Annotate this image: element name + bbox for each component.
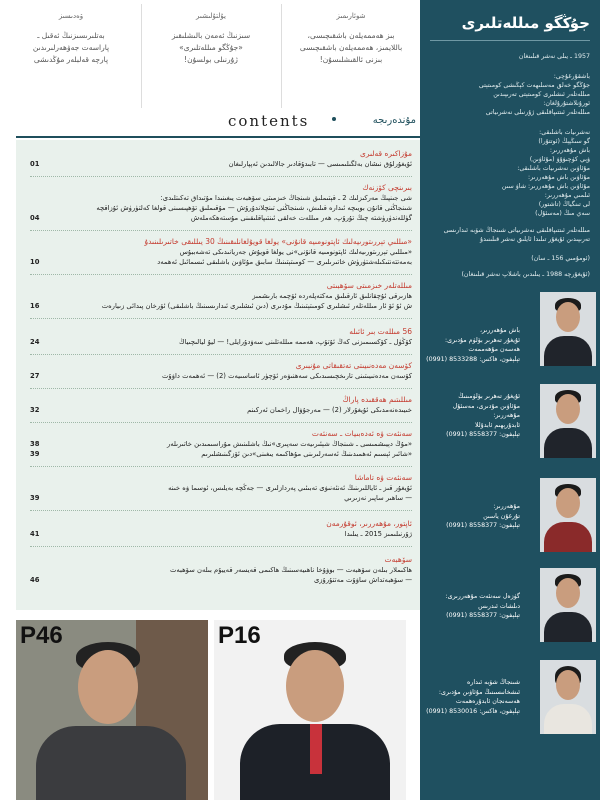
bullet-dot — [332, 117, 336, 121]
toc-entry-title: بەمەتتەنتىكىلەشتۈرۈش خاتىرىلىرى — كومىتېتىنىڭ سابىق مۇئاۋىن باشلىقى ئىسمائىل ئەھمەد — [157, 258, 412, 266]
toc-page-number: 10 — [30, 258, 40, 266]
info-line: نەشرىيات باشلىقى: — [539, 129, 590, 136]
staff-entry — [420, 384, 600, 484]
toc-entry-title: گۈللەندۈرۈشتە چىڭ تۇرۇپ، ھەر مىللەت خەلقى ئىنتىپاقلىقىنى مۇستەھكەملەش — [190, 214, 412, 222]
heading-rule — [16, 136, 420, 138]
staff-line: ئىشخانىسىنىڭ مۇئاۋىن مۇدىرى: — [438, 688, 520, 696]
staff-line: تۇرغۇن ياسىن — [483, 512, 520, 520]
toc-page-number: 39 — [30, 494, 40, 502]
toc-section — [30, 182, 412, 223]
toc-entry[interactable] — [30, 529, 412, 539]
toc-category: مىللىتىم ھەققىدە پاراڭ — [342, 395, 412, 404]
staff-text — [426, 678, 520, 716]
toc-entry-title: — سۆھبەتداش ساۋۇت مەتتۇرۇزى — [313, 576, 412, 584]
toc-separator — [30, 466, 412, 467]
toc-separator — [30, 510, 412, 511]
toc-separator — [30, 388, 412, 389]
toc-section — [30, 394, 412, 415]
info-line: مۇئاۋىن نەشرىيات باشلىقى: — [517, 165, 590, 172]
toc-entry[interactable] — [30, 483, 412, 493]
info-line: ۋېي كۈچىۋۇۋ (مۇئاۋىن) — [529, 156, 590, 163]
toc-separator — [30, 546, 412, 547]
photo-p46 — [16, 620, 208, 800]
toc-category: بىرىنچى كۆزنەك — [362, 183, 412, 192]
contents-heading — [150, 112, 420, 134]
toc-entry[interactable] — [30, 337, 412, 347]
staff-entry — [420, 568, 600, 668]
slogan-line: باللايمىز، ھەممەيلەن باشقىچىسى — [299, 43, 403, 52]
toc-entry-title: ژۇرنىلىمىز 2015 ـ يىلىدا — [344, 530, 412, 538]
slogan-line: بىزنى ئالقىشلىسۇن! — [319, 55, 383, 64]
person-head — [78, 650, 138, 724]
info-line: سەي مىڭ (مەسئۇل) — [535, 210, 590, 217]
toc-separator — [30, 318, 412, 319]
toc-entry[interactable] — [30, 257, 412, 267]
slogan-line: ژۇرنىلى بولسۇن! — [184, 55, 238, 64]
info-line: گو سىڭپېڭ (ئوتتۇرا) — [538, 138, 590, 145]
founded-line: 1957 ـ يىلى نەشر قىلىنغان — [518, 53, 590, 60]
staff-entry — [420, 478, 600, 578]
toc-entry[interactable] — [30, 575, 412, 585]
toc-entry[interactable] — [30, 449, 412, 459]
toc-entry[interactable] — [30, 301, 412, 311]
info-line: مىللەتلەر ئىشلىرى كومىتېتى تەرىپىدىن — [493, 91, 590, 98]
photo-p16 — [214, 620, 406, 800]
toc-category: 56 مىللەت بىر ئائىلە — [349, 327, 412, 336]
slogan-heading: ۋەدىسىز — [58, 12, 84, 20]
toc-entry-title: ش ئۇ ئۆ ئار مىللەتلەر ئىشلىرى كومىتېتىنىڭ مۇدىرى (دىن ئىشلىرى ئىدارىسىنىڭ باشلىقى) ئۆرخان پىدائى زىيارەت — [101, 302, 412, 310]
toc-separator — [30, 176, 412, 177]
toc-page-number: 27 — [30, 372, 40, 380]
staff-photo — [540, 660, 596, 734]
staff-line: ئۇيغۇر تەھرىر بۆلۈم مۇدىرى: — [444, 336, 520, 344]
toc-category: سۆھبەت — [384, 555, 412, 564]
toc-category: «مىللىي تېررىتورىيەلىك ئاپتونومىيە قانۇنى» يولغا قويۇلغانلىقىنىڭ 30 يىللىقى خاتىرىلىنىدۇ — [144, 237, 412, 246]
info-line: باشقۇرغۇچى: — [553, 73, 590, 80]
masthead-column — [420, 0, 600, 800]
toc-entry[interactable] — [30, 493, 412, 503]
staff-line: ھەسەنجان ئابدۇرەھمەت — [455, 698, 520, 705]
staff-line: دىلشات ئىدرىس — [478, 602, 520, 610]
table-of-contents — [16, 140, 420, 610]
staff-photo — [540, 384, 596, 458]
toc-section — [30, 554, 412, 585]
staff-role: شىنجاڭ شۆبە ئىدارە — [467, 679, 520, 686]
toc-separator — [30, 230, 412, 231]
toc-entry-title: «شائىر ئېسىم ئەھمىدىنىڭ ئەسەرلىرىنى مۇھاكىمە يىغىنى»دىن ئۆزگىنىشلىرىم — [201, 450, 412, 458]
info-line: لى تىنگياڭ (تاشتور) — [538, 201, 590, 208]
issue-line-2: (ئۇيغۇرچە 1988 ـ يىلىدىن باشلاپ نەشر قىلىنغان) — [461, 271, 590, 278]
staff-role: مۇھەررىر: — [493, 503, 520, 510]
editorial-block — [428, 128, 590, 218]
toc-page-number: 16 — [30, 302, 40, 310]
page-label: P46 — [20, 622, 63, 649]
issue-line: (ئومۇمىي 156 ـ سان) — [531, 255, 590, 262]
toc-entry[interactable] — [30, 439, 412, 449]
toc-entry-title: كۆسەن مەدەنىيىتىنى تارىخچىسىدىكى سەھنىۋەر ئۆچۈر ئاساسىيەت (2) — ئەھمەت داۋۇت — [162, 372, 412, 380]
person-body — [36, 726, 186, 800]
toc-page-number: 24 — [30, 338, 40, 346]
toc-entry[interactable] — [30, 159, 412, 169]
toc-entry-title: خىيىدەنەمدىكى ئۇيغۇرلار (2) — مەرجۇۋال راخمان ئەركىنم — [247, 406, 412, 414]
toc-entry-title: «مىللىي تېررىتورىيەلىك ئاپتونومىيە قانۇنى»نى يولغا قويۇش جەريانىدىكى تەشەببۇس — [179, 248, 412, 256]
toc-category: سەنئەت ۋە تاماشا — [354, 473, 412, 482]
toc-entry-title: ئۇيغۇرلۇق نىشان بەلگىلىمىسى — تابىدۇقادىر جالالىدىن ئەپپارلىغان — [228, 160, 412, 168]
toc-section — [30, 326, 412, 347]
staff-text — [426, 392, 520, 440]
toc-separator — [30, 274, 412, 275]
toc-category: ئاپتور، مۇھەررىر، ئوقۇرمەن — [326, 519, 412, 528]
staff-photo — [540, 478, 596, 552]
toc-page-number: 39 — [30, 450, 40, 458]
info-line: باش مۇھەررىر: — [549, 147, 590, 154]
toc-category: كۆسەن مەدەنىيىتى تەتقىقاتى مۇنبىرى — [295, 361, 412, 370]
toc-entry-title: ھازىرقى ئۇچقانلىق ئارقىلىق مەكتەپلەردە ئۆچمە بارىشمىز — [252, 292, 412, 300]
staff-photo — [540, 292, 596, 366]
toc-entry-title: كۆڭۈل ـ كۆكسىمىزنى كەڭ ئۇتۇپ، ھەممە مىللەتلىنى سەۋدۇرايلى! — ليۇ ليالىچىياڭ — [178, 338, 412, 346]
toc-entry-title: ھاكىملار بىلەن سۆھبەت — بوۋۇخا ناھىيەسىنىڭ ھاكىمى قەيسەر قەييۇم بىلەن سۆھبەت — [169, 566, 412, 574]
info-line: ئىلمىي مۇھەررىر: — [544, 192, 590, 199]
staff-text — [426, 502, 520, 531]
toc-entry-title: شىنجاڭنى قانۇن بويىچە ئىدارە قىلىش، شىنجاڭنى تىنچلاندۇرۇش — مۇقىملىق تۆھپىسىنى قولغا كەلتۈرۈش ئۇزاقچە — [96, 204, 412, 212]
staff-role: باش مۇھەررىر، — [479, 327, 520, 334]
toc-entry[interactable] — [30, 247, 412, 257]
page-label: P16 — [218, 622, 261, 649]
slogan-heading: يۇلتۇلىشىر — [196, 12, 226, 20]
toc-page-number: 41 — [30, 530, 40, 538]
toc-category: مىللەتلەر خىزمىتى سۆھبىتى — [326, 281, 412, 290]
slogan-column-1 — [2, 10, 140, 66]
person-tie — [310, 724, 322, 774]
toc-separator — [30, 354, 412, 355]
toc-page-number: 46 — [30, 576, 40, 584]
staff-role: ئۇيغۇر تەھرىر بۆلۈمىنىڭ — [458, 393, 520, 400]
staff-line: تېلېفون، فاكس: 8533288 (0991) — [426, 355, 520, 363]
staff-line: مۇھەررىر: — [493, 412, 520, 419]
slogan-line: بىز ھەممەيلەن باشقىچىسى، — [307, 31, 395, 40]
toc-section — [30, 518, 412, 539]
toc-section — [30, 280, 412, 311]
staff-line: ھەسەن مۇھەممەت — [468, 346, 520, 353]
toc-entry-title: شى جىنپىڭ مەركىزلىك 2 ـ قېتىملىق شىنجاڭ خىزمىتى سۆھبەت يىغىنىدا مۇتىداق تەكىتلىدى: — [160, 194, 412, 202]
info-line: جۇڭگو خەلق مەسلىھەت كېڭىشى كومىتېتى — [478, 82, 590, 89]
top-slogans — [0, 0, 420, 112]
slogan-heading: شوئارىمىز — [336, 12, 366, 20]
toc-entry[interactable] — [30, 193, 412, 203]
toc-page-number: 01 — [30, 160, 40, 168]
toc-page-number: 32 — [30, 406, 40, 414]
staff-photo — [540, 568, 596, 642]
toc-entry[interactable] — [30, 371, 412, 381]
info-line: مۇئاۋىن باش مۇھەررىر: شاۋ سىن — [501, 183, 590, 190]
toc-entry[interactable] — [30, 405, 412, 415]
toc-category: سەنئەت ۋە ئەدەبىيات ـ سەنئەت — [311, 429, 412, 438]
staff-line: ئابدۇرېھىم ئابدۇللا — [474, 421, 520, 429]
toc-entry[interactable] — [30, 565, 412, 575]
toc-separator — [30, 422, 412, 423]
contents-title-en: contents — [228, 112, 310, 130]
toc-entry[interactable] — [30, 213, 412, 223]
toc-entry-title: ئۇيغۇر قىز ـ ئاياللىرىنىڭ ئەنئەنىۋى تەبىئىي پەردازلىرى — جەڭچە بەيلىس، ئوسما ۋە خىنە — [168, 484, 412, 492]
toc-page-number: 38 — [30, 440, 40, 448]
staff-role: گۈزەل سەنئەت مۇھەررىرى: — [445, 593, 520, 600]
toc-category: مۇزاكىرە قەلىرى — [359, 149, 412, 158]
slogan-line: بەتلىرىسىزنىڭ ئەقىل ـ — [37, 31, 105, 40]
staff-line: تېلېفون: 8558377 (0991) — [446, 612, 520, 619]
staff-entry — [420, 660, 600, 760]
info-line: مۇئاۋىن باش مۇھەررىر: — [528, 174, 590, 181]
toc-section — [30, 428, 412, 459]
toc-section — [30, 472, 412, 503]
staff-line: مۇئاۋىن مۇدىرى، مەسئۇل — [452, 402, 520, 410]
staff-entry — [420, 292, 600, 392]
slogan-line: سىزنىڭ ئەمەن بالىشلىقىز — [171, 31, 251, 40]
magazine-title: جۇڭگو مىللەتلىرى — [461, 14, 590, 32]
toc-page-number: 04 — [30, 214, 40, 222]
toc-section — [30, 360, 412, 381]
staff-line: تېلېفون: 8558377 (0991) — [446, 522, 520, 529]
toc-entry[interactable] — [30, 203, 412, 213]
staff-text — [426, 326, 520, 364]
staff-line: تېلېفون: 8558377 (0991) — [446, 431, 520, 438]
toc-section — [30, 148, 412, 169]
staff-text — [426, 592, 520, 621]
person-head — [286, 650, 344, 722]
toc-section — [30, 236, 412, 267]
masthead-rule — [430, 40, 590, 41]
slogan-line: پاراسەت جەۋھەرلىرىدىن — [32, 43, 110, 52]
info-line: ئورۇنلاشتۇرۇلغان: — [543, 100, 590, 107]
toc-entry-title: «مۇڭ دېيىشمىسى ـ شىنجاڭ شېئىرىيەت سەپىرى»نىڭ باشلىنىش مۇراسىمىدىن خاتىرىلەر — [166, 440, 412, 448]
slogan-column-2 — [142, 10, 280, 66]
info-line: مىللەتلەر ئىتتىپاقلىقى ژۇرنىلى نەشرىياتى — [485, 109, 590, 116]
slogan-line: پارچە قەلبلەر مۇڭدىشى — [33, 55, 109, 64]
slogan-line: «جۇڭگو مىللەتلىرى» — [179, 43, 243, 52]
contents-title-ug: مۇندەرىجە — [372, 115, 416, 126]
toc-entry[interactable] — [30, 291, 412, 301]
publisher-block — [428, 72, 590, 117]
edition-note: مىللەتلەر ئىتتىپاقلىقى نەشرىياتى شىنجاڭ شۆبە ئىدارىسى تەرىپىدىن ئۇيغۇر تىلىدا ئايلىق نەشر قىلىنىدۇ — [443, 227, 590, 243]
toc-entry-title: — ساھىر ساپىر نەزىرىي — [344, 494, 412, 502]
staff-line: تېلېفون، فاكس: 8530016 (0991) — [426, 707, 520, 715]
slogan-column-3 — [282, 10, 420, 66]
